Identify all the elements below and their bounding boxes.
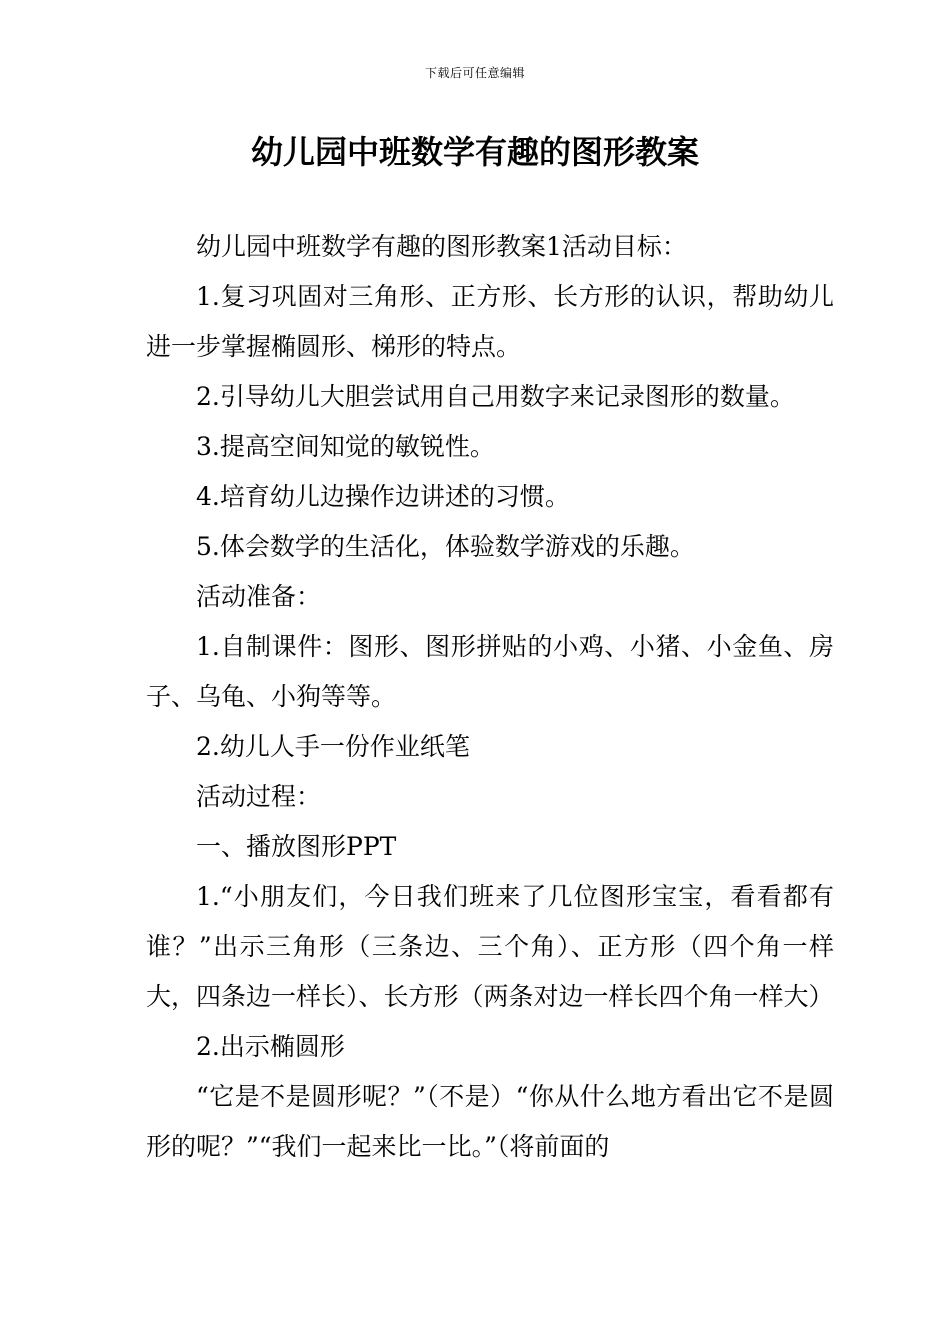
paragraph-goal-5: 5.体会数学的生活化，体验数学游戏的乐趣。 bbox=[196, 532, 695, 561]
paragraph-process-step-2: 2.出示椭圆形 bbox=[196, 1032, 345, 1061]
paragraph-goal-1: 1.复习巩固对三角形、正方形、长方形的认识，帮助幼儿进一步掌握椭圆形、梯形的特点。 bbox=[146, 282, 834, 361]
paragraph-prep-heading: 活动准备： bbox=[196, 582, 322, 611]
paragraph-goal-3: 3.提高空间知觉的敏锐性。 bbox=[196, 432, 495, 461]
header-note: 下载后可任意编辑 bbox=[424, 66, 525, 80]
document-title: 幼儿园中班数学有趣的图形教案 bbox=[250, 133, 699, 171]
paragraph-prep-2: 2.幼儿人手一份作业纸笔 bbox=[196, 732, 470, 761]
paragraph-process-dialogue: “它是不是圆形呢？”（不是）“你从什么地方看出它不是圆形的呢？”“我们一起来比一比。”（将前面的 bbox=[146, 1082, 834, 1161]
paragraph-prep-1: 1.自制课件：图形、图形拼贴的小鸡、小猪、小金鱼、房子、乌龟、小狗等等。 bbox=[146, 632, 834, 711]
paragraph-goal-2: 2.引导幼儿大胆尝试用自己用数字来记录图形的数量。 bbox=[196, 382, 795, 411]
document-body bbox=[146, 222, 834, 1172]
paragraph-goals-heading: 幼儿园中班数学有趣的图形教案1活动目标： bbox=[196, 232, 687, 261]
paragraph-process-heading: 活动过程： bbox=[196, 782, 322, 811]
paragraph-goal-4: 4.培育幼儿边操作边讲述的习惯。 bbox=[196, 482, 570, 511]
paragraph-process-section-1: 一、播放图形PPT bbox=[196, 832, 397, 861]
paragraph-process-step-1: 1.“小朋友们，今日我们班来了几位图形宝宝，看看都有谁？”出示三角形（三条边、三个角）、正方形（四个角一样大，四条边一样长）、长方形（两条对边一样长四个角一样大） bbox=[146, 882, 834, 1011]
